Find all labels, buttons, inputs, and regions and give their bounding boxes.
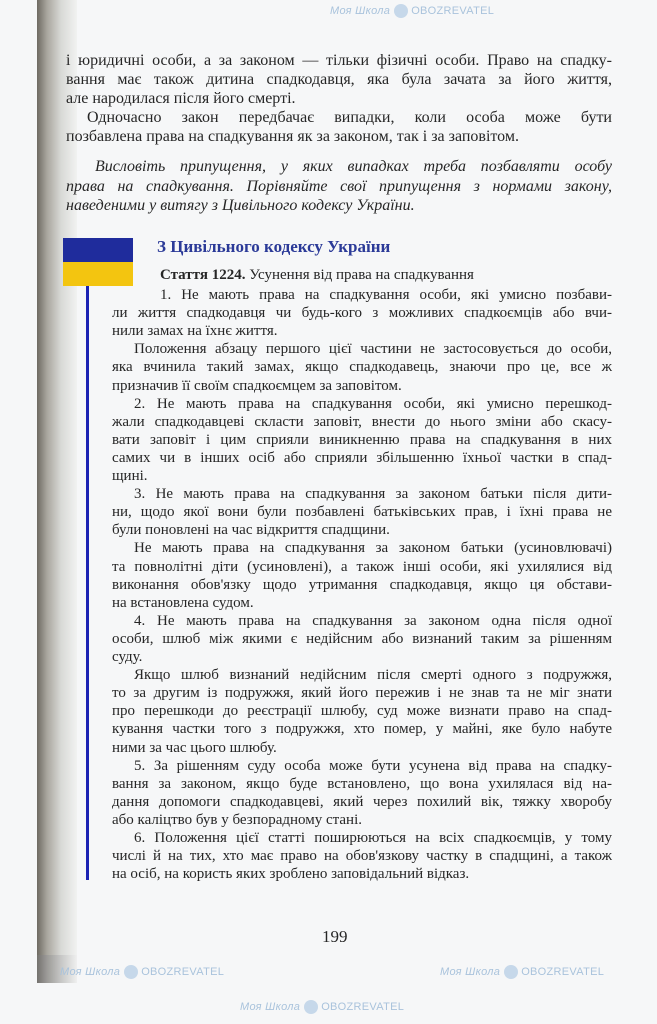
- article-line: або каліцтво був у безпорадному стані.: [112, 811, 362, 828]
- ukraine-flag-yellow: [63, 262, 133, 286]
- intro-line: Одночасно закон передбачає випадки, коли особа може бути: [87, 109, 612, 126]
- watermark: [60, 965, 224, 979]
- article-line: щині.: [112, 468, 148, 484]
- article-line: жали спадкодавцеві скласти заповіт, внести до нього зміни або скасу-: [112, 413, 612, 430]
- intro-line: позбавлена права на спадкування як за законом, так і за заповітом.: [66, 128, 519, 145]
- article-line: самих чи в інших осіб або сприяли збільшенню їхньої частки в спад-: [112, 449, 612, 466]
- article-line: на встановлена судом.: [112, 594, 254, 611]
- intro-line: вання має також дитина спадкодавця, яка була зачата за його життя,: [66, 71, 612, 88]
- article-line: нили замах на їхнє життя.: [112, 323, 278, 340]
- article-line: про перешкоди до реєстрації шлюбу, суд може визнати право на спад-: [112, 703, 612, 720]
- article-line: були поновлені на час відкриття спадщини.: [112, 522, 390, 539]
- article-number: Стаття 1224.: [160, 267, 246, 283]
- article-line: кування частки того з подружжя, хто помер, у майні, яке було набуте: [112, 721, 612, 738]
- excerpt-heading: З Цивільного кодексу України: [157, 237, 391, 256]
- article-line: ни, щодо якої вони були позбавлені батьківських прав, і їхні права не: [112, 504, 612, 521]
- watermark-logo-text: OBOZREVATEL: [521, 966, 605, 978]
- intro-line: але народилася після його смерті.: [66, 90, 296, 107]
- ukraine-flag-blue: [63, 238, 133, 262]
- watermark-logo-icon: [304, 1000, 318, 1014]
- watermark-logo-text: OBOZREVATEL: [411, 5, 495, 17]
- article-line: на осіб, на користь яких зроблено заповідальний відказ.: [112, 866, 470, 883]
- watermark-logo-icon: [124, 965, 138, 979]
- intro-line: наведеними у витягу з Цивільного кодексу України.: [66, 197, 415, 214]
- article-line: 1. Не мають права на спадкування особи, які умисно позбави-: [160, 287, 612, 303]
- page-binding-shadow: [37, 0, 77, 983]
- intro-line: і юридичні особи, а за законом — тільки фізичні особи. Право на спадку-: [66, 52, 612, 69]
- watermark: [330, 4, 494, 18]
- watermark-brand: Моя Школа: [440, 966, 501, 978]
- article-line: призначив її своїм спадкоємцем за заповітом.: [112, 377, 402, 394]
- article-line: Положення абзацу першого цієї частини не застосовується до особи,: [134, 341, 612, 358]
- article-line: особи, шлюб між якими є недійсним або визнаний таким за рішенням: [112, 630, 612, 647]
- watermark-logo-text: OBOZREVATEL: [321, 1001, 405, 1013]
- watermark-brand: Моя Школа: [330, 5, 391, 17]
- article-line: 5. За рішенням суду особа може бути усунена від права на спадку-: [134, 757, 612, 774]
- article-line: Якщо шлюб визнаний недійсним після смерті одного з подружжя,: [134, 667, 612, 684]
- article-line: яка вчинила такий замах, якщо спадкодавець, знаючи про це, все ж: [112, 359, 612, 376]
- article-line: 4. Не мають права на спадкування за законом одна після одної: [134, 612, 612, 629]
- article-line: Не мають права на спадкування за законом батьки (усиновлювачі): [134, 540, 612, 557]
- article-line: 2. Не мають права на спадкування особи, які умисно перешкод-: [134, 395, 612, 412]
- article-line: то за другим із подружжя, який його пережив і не знав та не міг знати: [112, 685, 612, 702]
- article-line: вання за законом, якщо буде встановлено, що вона ухилялася від на-: [112, 775, 612, 792]
- article-title: [160, 266, 474, 284]
- watermark-brand: Моя Школа: [60, 966, 121, 978]
- article-line: вати заповіт і цим сприяли виникненню права на спадкування в них: [112, 431, 612, 448]
- article-line: дання допомоги спадкодавцеві, який через похилий вік, тяжку хворобу: [112, 793, 612, 810]
- article-line: суду.: [112, 649, 143, 665]
- article-line: та повнолітні діти (усиновлені), а також інші особи, які ухилялися від: [112, 558, 612, 575]
- watermark-logo-icon: [394, 4, 408, 18]
- article-line: ними за час цього шлюбу.: [112, 739, 277, 756]
- watermark-logo-icon: [504, 965, 518, 979]
- watermark-brand: Моя Школа: [240, 1001, 301, 1013]
- flag-pole-rule: [86, 286, 89, 880]
- watermark-logo-text: OBOZREVATEL: [141, 966, 225, 978]
- watermark: [240, 1000, 404, 1014]
- article-name: Усунення від права на спадкування: [249, 267, 474, 283]
- article-line: числі й на тих, хто має право на обов'язкову частку в спадщині, а також: [112, 848, 612, 865]
- article-line: виконання обов'язку щодо утримання спадкодавця, якщо ця обстави-: [112, 576, 612, 593]
- intro-line: права на спадкування. Порівняйте свої припущення з нормами закону,: [66, 178, 612, 195]
- article-line: ли життя спадкодавця чи будь-кого з можливих спадкоємців або вчи-: [112, 305, 612, 322]
- article-line: 3. Не мають права на спадкування за законом батьки після дити-: [134, 486, 612, 503]
- page-number: 199: [322, 927, 348, 946]
- watermark: [440, 965, 604, 979]
- article-line: 6. Положення цієї статті поширюються на всіх спадкоємців, у тому: [134, 830, 612, 846]
- intro-line: Висловіть припущення, у яких випадках треба позбавляти особу: [95, 158, 612, 175]
